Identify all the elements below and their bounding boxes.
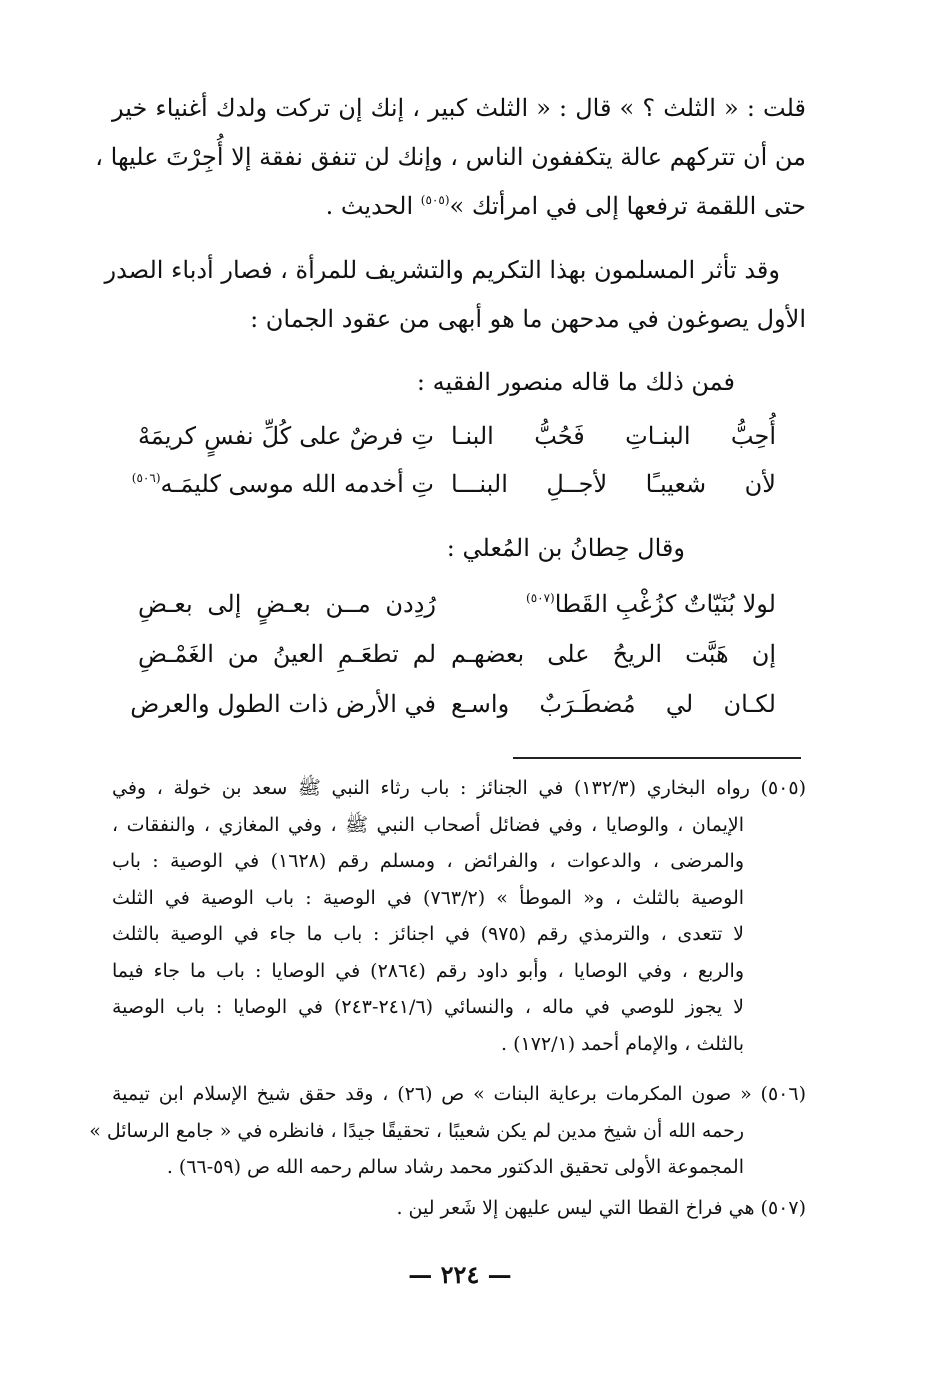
poem-intro-mansur: فمن ذلك ما قاله منصور الفقيه : [416, 368, 735, 396]
footnote-line: الإيمان ، والوصايا ، وفي فضائل أصحاب النبي ﷺ ، وفي المغازي ، والنفقات ، [112, 813, 744, 836]
verse-second-hemistich: رُدِدن مــن بعـضٍ إلى بعـضِ [138, 590, 436, 618]
verse-first-hemistich: لأن شعيبـًا لأجــلِ البنـــا [451, 470, 776, 498]
verse-first-hemistich: إن هَبَّت الريحُ على بعضهـم [451, 640, 776, 668]
verse-first-hemistich: لكـان لي مُضطَـرَبٌ واسـع [451, 690, 776, 718]
poem-intro-hittan: وقال حِطانُ بن المُعلي : [446, 534, 685, 562]
verse-first-hemistich: أُحِبُّ البنـاتِ فَحُبُّ البنـا [451, 422, 776, 450]
footnote-506 [89, 1076, 807, 1186]
text-line: من أن تتركهم عالة يتكففون الناس ، وإنك لن تنفق نفقة إلا أُجِرْتَ عليها ، [95, 143, 806, 171]
verse-second-hemistich: تِ فرضٌ على كُلِّ نفسٍ كريمَهْ [138, 422, 434, 450]
verse-second-hemistich: لم تطعَـمِ العينُ من الغَمْـضِ [138, 640, 436, 668]
footnote-line: بالثلث ، والإمام أحمد (١٧٢/١) . [501, 1032, 744, 1055]
footnote-line: لا يجوز للوصي في ماله ، والنسائي (٢٤١/٦-٢٤٣) في الوصايا : باب الوصية [112, 996, 744, 1018]
footnote-505 [112, 770, 806, 1062]
page-number: — ٢٢٤ — [408, 1260, 512, 1289]
text-line: الأول يصوغون في مدحهن ما هو أبهى من عقود الجمان : [250, 305, 806, 333]
footnote-ref-506[interactable]: (٥٠٦) [131, 471, 161, 485]
footnote-line: (٥٠٥) رواه البخاري (١٣٢/٣) في الجنائز : باب رثاء النبي ﷺ سعد بن خولة ، وفي [112, 777, 806, 799]
hemistich-text: تِ أخدمه الله موسى كليمَـه [160, 470, 434, 498]
text-line [112, 182, 806, 231]
footnote-line: والربع ، وفي الوصايا ، وأبو داود رقم (٢٨٦٤) في الوصايا : باب ما جاء فيما [112, 959, 744, 982]
footnote-separator [513, 757, 801, 759]
verse-second-hemistich [112, 470, 434, 498]
poem-verse [112, 640, 806, 686]
footnote-ref-505[interactable]: (٥٠٥) [420, 193, 450, 207]
paragraph-influence [104, 246, 806, 344]
footnote-line: الوصية بالثلث ، و« الموطأ » (٧٦٣/٢) في الوصية : باب الوصية في الثلث [112, 886, 745, 909]
text-fragment: الحديث . [325, 192, 421, 220]
text-fragment: حتى اللقمة ترفعها إلى في امرأتك » [449, 192, 806, 220]
verse-first-hemistich [451, 590, 776, 618]
text-line: قلت : « الثلث ؟ » قال : « الثلث كبير ، إنك إن تركت ولدك أغنياء خير [112, 94, 806, 122]
text-line: وقد تأثر المسلمون بهذا التكريم والتشريف للمرأة ، فصار أدباء الصدر [104, 256, 780, 284]
footnote-line: المجموعة الأولى تحقيق الدكتور محمد رشاد سالم رحمه الله ص (٥٩-٦٦) . [166, 1156, 744, 1178]
poem-verse [112, 690, 806, 736]
poem-verse [112, 470, 806, 516]
hemistich-text: لولا بُنَيّاتٌ كزُغْبِ القَطا [554, 590, 776, 618]
footnote-line: (٥٠٦) « صون المكرمات برعاية البنات » ص (٢٦) ، وقد حقق شيخ الإسلام ابن تيمية [112, 1083, 807, 1105]
footnote-line: رحمه الله أن شيخ مدين لم يكن شعيبًا ، تحقيقًا جيدًا ، فانظره في « جامع الرسائل » [89, 1119, 744, 1142]
poem-verse [112, 422, 806, 468]
paragraph-hadith [95, 84, 806, 231]
verse-second-hemistich: في الأرض ذات الطول والعرض [130, 690, 436, 718]
footnote-507 [112, 1190, 806, 1227]
footnote-ref-507[interactable]: (٥٠٧) [526, 591, 555, 605]
footnote-line: (٥٠٧) هي فراخ القطا التي ليس عليهن إلا شَعر لين . [396, 1197, 806, 1219]
footnote-line: لا تتعدى ، والترمذي رقم (٩٧٥) في اجنائز : باب ما جاء في الوصية بالثلث [112, 923, 744, 945]
poem-verse [112, 590, 806, 636]
footnote-line: والمرضى ، والدعوات ، والفرائض ، ومسلم رقم (١٦٢٨) في الوصية : باب [112, 850, 744, 872]
